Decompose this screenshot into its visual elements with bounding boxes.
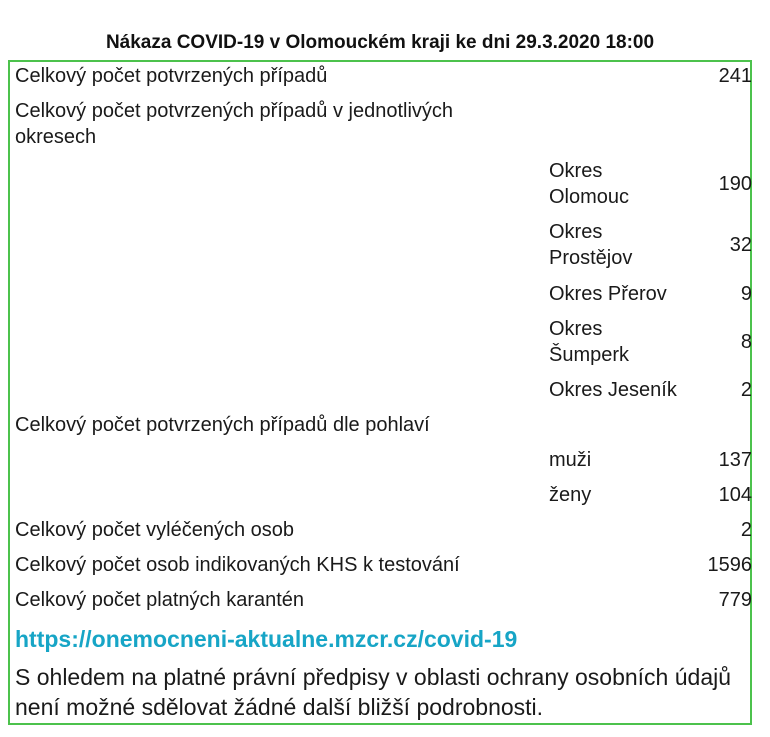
page-title: Nákaza COVID-19 v Olomouckém kraji ke dni 29.3.2020 18:00 [105, 32, 655, 53]
gender-men-value: 137 [718, 449, 752, 471]
quarantines-value: 779 [718, 589, 752, 611]
gender-women-label: ženy [549, 484, 592, 506]
privacy-note: S ohledem na platné právní předpisy v oblasti ochrany osobních údajů není možné sdělovat žádné další bližší podrobnosti. [15, 664, 732, 720]
district-olomouc-value: 190 [718, 173, 752, 195]
district-prerov-label: Okres Přerov [549, 283, 667, 305]
recovered-value: 2 [740, 519, 752, 541]
quarantines-label: Celkový počet platných karantén [15, 589, 305, 611]
gender-cases-label: Celkový počet potvrzených případů dle pohlaví [15, 414, 430, 436]
tested-value: 1596 [707, 554, 752, 576]
gender-women-value: 104 [718, 484, 752, 506]
district-jesenik-label: Okres Jeseník [549, 379, 677, 401]
recovered-label: Celkový počet vyléčených osob [15, 519, 295, 541]
district-jesenik-value: 2 [740, 379, 752, 401]
total-cases-value: 241 [718, 65, 752, 87]
district-prostejov-value: 32 [729, 234, 752, 256]
district-prostejov-label: Okres Prostějov [549, 221, 633, 269]
district-cases-label: Celkový počet potvrzených případů v jednotlivých okresech [15, 100, 454, 148]
district-prerov-value: 9 [740, 283, 752, 305]
district-sumperk-label: Okres Šumperk [549, 318, 630, 366]
gender-men-label: muži [549, 449, 592, 471]
tested-label: Celkový počet osob indikovaných KHS k testování [15, 554, 460, 576]
source-link[interactable]: https://onemocneni-aktualne.mzcr.cz/covid-19 [15, 626, 518, 652]
district-sumperk-value: 8 [740, 331, 752, 353]
district-olomouc-label: Okres Olomouc [549, 160, 630, 208]
total-cases-label: Celkový počet potvrzených případů [15, 65, 328, 87]
